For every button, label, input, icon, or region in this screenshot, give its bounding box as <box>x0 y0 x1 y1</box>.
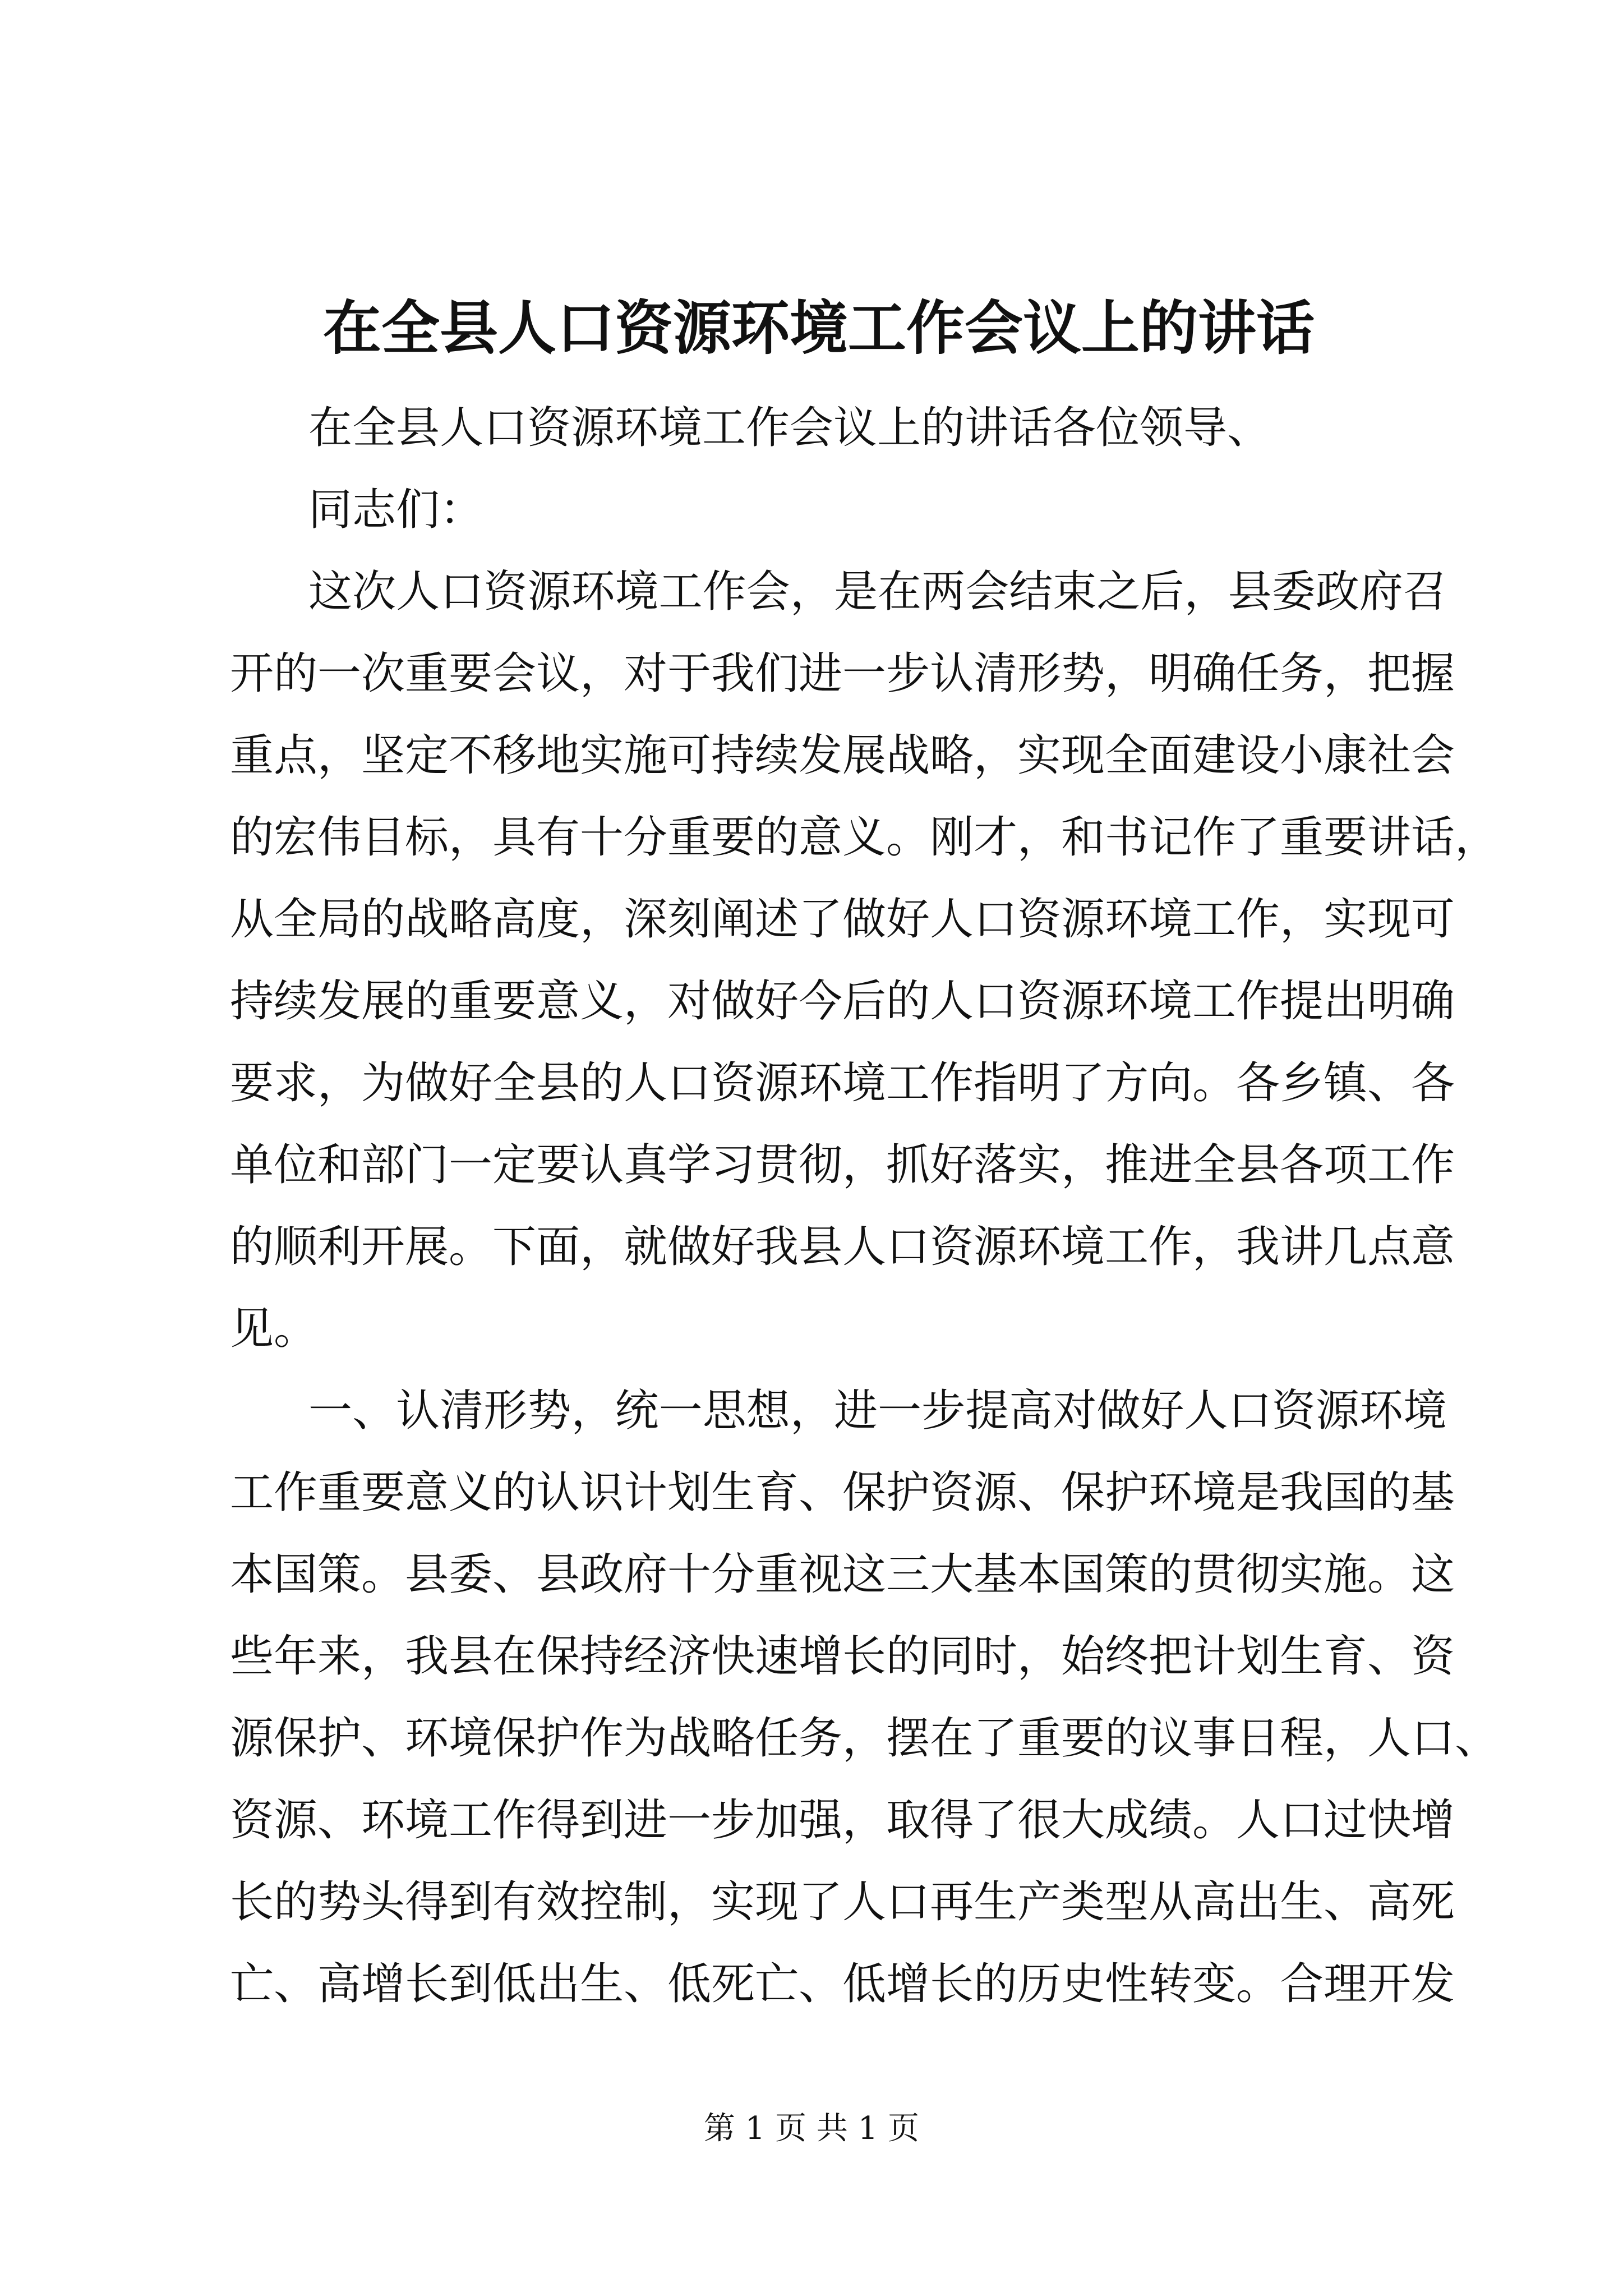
body-line: 见。 <box>230 1304 318 1354</box>
body-line: 的宏伟目标，具有十分重要的意义。刚才，和书记作了重要讲话， <box>230 812 1499 863</box>
body-line: 持续发展的重要意义，对做好今后的人口资源环境工作提出明确 <box>230 976 1455 1027</box>
body-line: 单位和部门一定要认真学习贯彻，抓好落实，推进全县各项工作 <box>230 1140 1455 1190</box>
body-line: 重点，坚定不移地实施可持续发展战略，实现全面建设小康社会 <box>230 730 1455 781</box>
body-line: 资源、环境工作得到进一步加强，取得了很大成绩。人口过快增 <box>230 1795 1455 1846</box>
body-line: 源保护、环境保护作为战略任务，摆在了重要的议事日程，人口、 <box>230 1713 1499 1764</box>
body-line: 从全局的战略高度，深刻阐述了做好人口资源环境工作，实现可 <box>230 894 1455 945</box>
body-line: 长的势头得到有效控制，实现了人口再生产类型从高出生、高死 <box>230 1877 1455 1927</box>
page-footer: 第 1 页 共 1 页 <box>703 2110 920 2147</box>
body-line: 开的一次重要会议，对于我们进一步认清形势，明确任务，把握 <box>230 648 1455 699</box>
body-line: 的顺利开展。下面，就做好我县人口资源环境工作，我讲几点意 <box>230 1222 1455 1272</box>
body-line: 要求，为做好全县的人口资源环境工作指明了方向。各乡镇、各 <box>230 1058 1455 1108</box>
body-line: 些年来，我县在保持经济快速增长的同时，始终把计划生育、资 <box>230 1631 1455 1682</box>
body-line: 这次人口资源环境工作会，是在两会结束之后，县委政府召 <box>308 567 1447 617</box>
document-body <box>230 387 1499 2025</box>
body-line: 工作重要意义的认识计划生育、保护资源、保护环境是我国的基 <box>230 1467 1455 1518</box>
body-line: 在全县人口资源环境工作会议上的讲话各位领导、 <box>308 403 1271 453</box>
document-title: 在全县人口资源环境工作会议上的讲话 <box>322 293 1315 362</box>
body-line: 同志们： <box>308 485 484 535</box>
body-line: 本国策。县委、县政府十分重视这三大基本国策的贯彻实施。这 <box>230 1549 1455 1600</box>
body-line: 亡、高增长到低出生、低死亡、低增长的历史性转变。合理开发 <box>230 1959 1455 2009</box>
body-line: 一、认清形势，统一思想，进一步提高对做好人口资源环境 <box>308 1386 1447 1436</box>
